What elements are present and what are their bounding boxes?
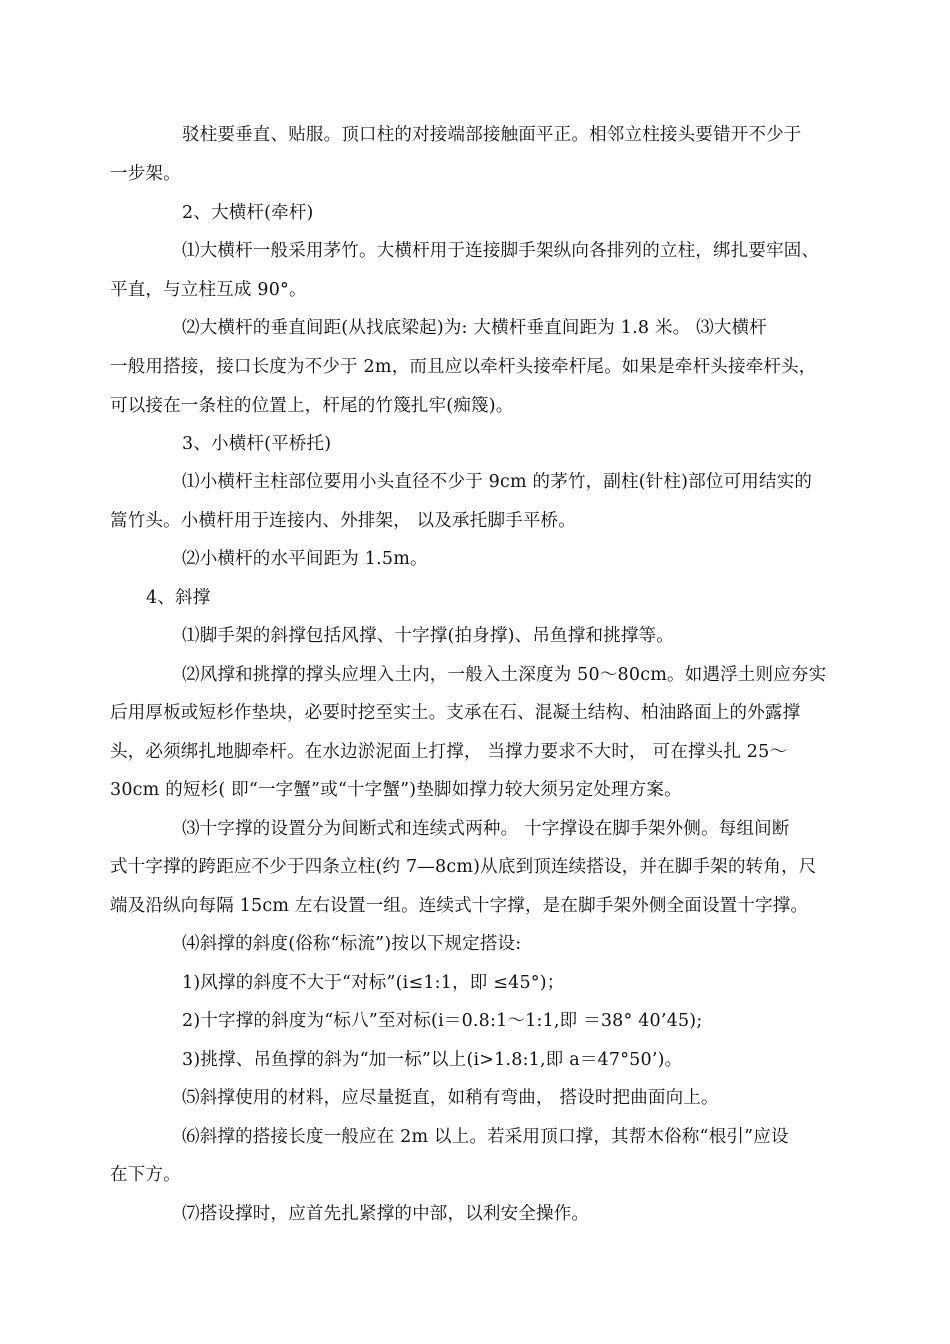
list-item: 1)风撑的斜度不大于“对标”(i≤1:1，即 ≤45°)； — [182, 973, 565, 993]
section-heading: 3、小横杆(平桥托) — [182, 434, 332, 454]
text-line: 可以接在一条柱的位置上，杆尾的竹篾扎牢(痴篾)。 — [110, 396, 514, 416]
text-line: 一般用搭接，接口长度为不少于 2m，而且应以牵杆头接牵杆尾。如果是牵杆头接牵杆头， — [110, 357, 817, 377]
text-line: ⑷斜撑的斜度(俗称“标流”)按以下规定搭设: — [182, 934, 522, 954]
text-line: ⑴小横杆主柱部位要用小头直径不少于 9cm 的茅竹，副柱(针柱)部位可用结实的 — [182, 472, 813, 492]
text-line: 篙竹头。小横杆用于连接内、外排架， 以及承托脚手平桥。 — [110, 511, 576, 531]
section-heading: 4、斜撑 — [146, 588, 211, 608]
text-line: ⑴大横杆一般采用茅竹。大横杆用于连接脚手架纵向各排列的立柱，绑扎要牢固、 — [182, 241, 820, 261]
text-line: 平直，与立柱互成 90°。 — [110, 280, 307, 300]
text-line: ⑺搭设撑时，应首先扎紧撑的中部，以利安全操作。 — [182, 1204, 590, 1224]
text-line: 在下方。 — [110, 1165, 181, 1185]
list-item: 2)十字撑的斜度为“标八”至对标(i＝0.8:1～1:1,即 ＝38° 40’45); — [182, 1011, 703, 1031]
text-line: ⑴脚手架的斜撑包括风撑、十字撑(拍身撑)、吊鱼撑和挑撑等。 — [182, 626, 674, 646]
list-item: 3)挑撑、吊鱼撑的斜为“加一标”以上(i>1.8:1,即 a＝47°50’)。 — [182, 1050, 683, 1070]
text-line: 端及沿纵向每隔 15cm 左右设置一组。连续式十字撑，是在脚手架外侧全面设置十字撑。 — [110, 896, 809, 916]
text-line: 驳柱要垂直、贴服。顶口柱的对接端部接触面平正。相邻立柱接头要错开不少于 — [182, 125, 802, 145]
text-line: 头，必须绑扎地脚牵杆。在水边淤泥面上打撑， 当撑力要求不大时， 可在撑头扎 25～ — [110, 742, 788, 762]
text-line: 一步架。 — [110, 164, 181, 184]
text-line: ⑹斜撑的搭接长度一般应在 2m 以上。若采用顶口撑，其帮木俗称“根引”应设 — [182, 1127, 789, 1147]
text-line: ⑶十字撑的设置分为间断式和连续式两种。 十字撑设在脚手架外侧。每组间断 — [182, 819, 790, 839]
text-line: ⑵大横杆的垂直间距(从找底梁起)为: 大横杆垂直间距为 1.8 米。 ⑶大横杆 — [182, 318, 767, 338]
text-line: ⑸斜撑使用的材料，应尽量挺直，如稍有弯曲， 搭设时把曲面向上。 — [182, 1088, 719, 1108]
text-line: 式十字撑的跨距应不少于四条立柱(约 7—8cm)从底到顶连续搭设，并在脚手架的转角，尺 — [110, 857, 817, 877]
section-heading: 2、大横杆(牵杆) — [182, 203, 314, 223]
text-line: ⑵小横杆的水平间距为 1.5m。 — [182, 549, 428, 569]
text-line: 后用厚板或短杉作垫块，必要时挖至实土。支承在石、混凝土结构、柏油路面上的外露撑 — [110, 703, 801, 723]
text-line: 30cm 的短杉( 即“一字蟹”或“十字蟹”)垫脚如撑力较大须另定处理方案。 — [110, 780, 682, 800]
text-line: ⑵风撑和挑撑的撑头应埋入土内，一般入土深度为 50～80cm。如遇浮土则应夯实 — [182, 665, 827, 685]
